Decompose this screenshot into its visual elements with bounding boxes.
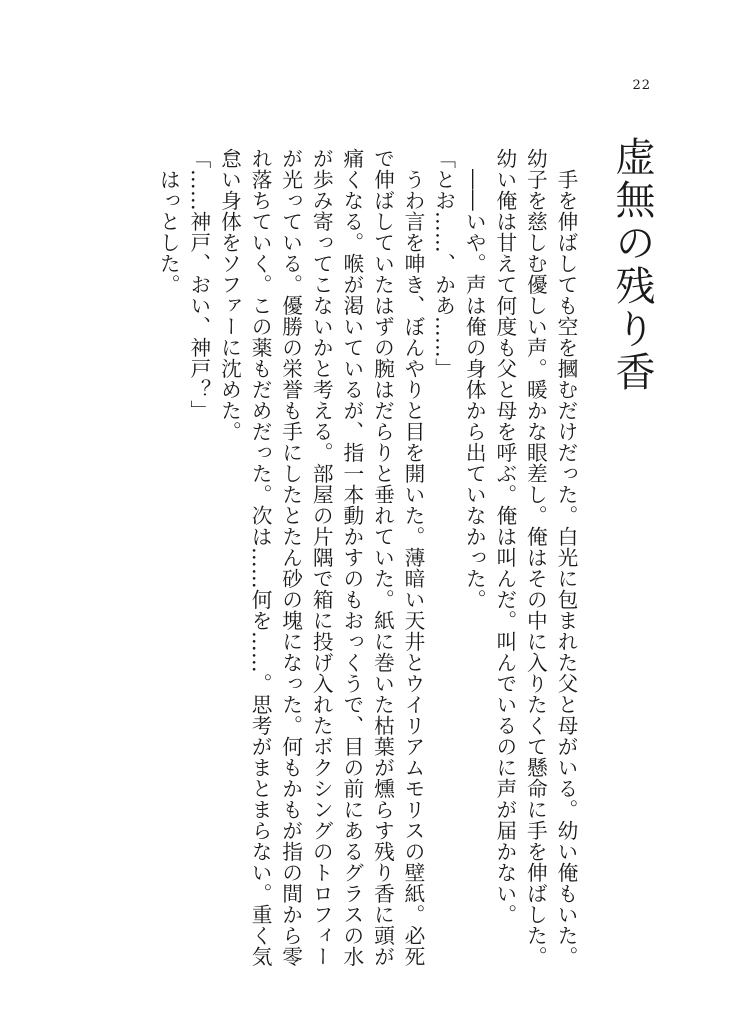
body-text bbox=[91, 148, 581, 967]
page-number: 22 bbox=[632, 78, 651, 93]
chapter-title: 虚無の残り香 bbox=[609, 136, 655, 394]
paragraph-line: で伸ばしていたはずの腕はだらりと垂れていた。紙に巻いた枯葉が燻らす残り香に頭が bbox=[370, 148, 395, 967]
dialogue-line: 「とお……、かあ……」 bbox=[431, 148, 456, 379]
paragraph-line: 痛くなる。喉が渇いているが、指一本動かすのもおっくうで、目の前にあるグラスの水 bbox=[339, 148, 364, 967]
paragraph-line: はっとした。 bbox=[156, 148, 181, 295]
paragraph-line: 手を伸ばしても空を摑むだけだった。白光に包まれた父と母がいる。幼い俺もいた。 bbox=[554, 148, 578, 967]
paragraph-line: が歩み寄ってこないかと考える。部屋の片隅で箱に投げ入れたボクシングのトロフィー bbox=[309, 148, 334, 967]
paragraph-line: うわ言を呻き、ぼんやりと目を開いた。薄暗い天井とウイリアムモリスの壁紙。必死 bbox=[401, 148, 426, 967]
paragraph-line: 幼子を慈しむ優しい声。暖かな眼差し。俺はその中に入りたくて懸命に手を伸ばした。 bbox=[523, 148, 548, 967]
paragraph-line: が光っている。優勝の栄誉も手にしたとたん砂の塊になった。何もかもが指の間から零 bbox=[278, 148, 303, 967]
paragraph-line: れ落ちていく。この薬もだめだった。次は……何を……。思考がまとまらない。重く気 bbox=[248, 148, 273, 967]
paragraph-line: 怠い身体をソファーに沈めた。 bbox=[217, 148, 242, 442]
paragraph-line: ――いや。声は俺の身体から出ていなかった。 bbox=[462, 148, 487, 610]
paragraph-line: 幼い俺は甘えて何度も父と母を呼ぶ。俺は叫んだ。叫んでいるのに声が届かない。 bbox=[492, 148, 517, 925]
dialogue-line: 「……神戸、おい、神戸？」 bbox=[186, 148, 211, 421]
